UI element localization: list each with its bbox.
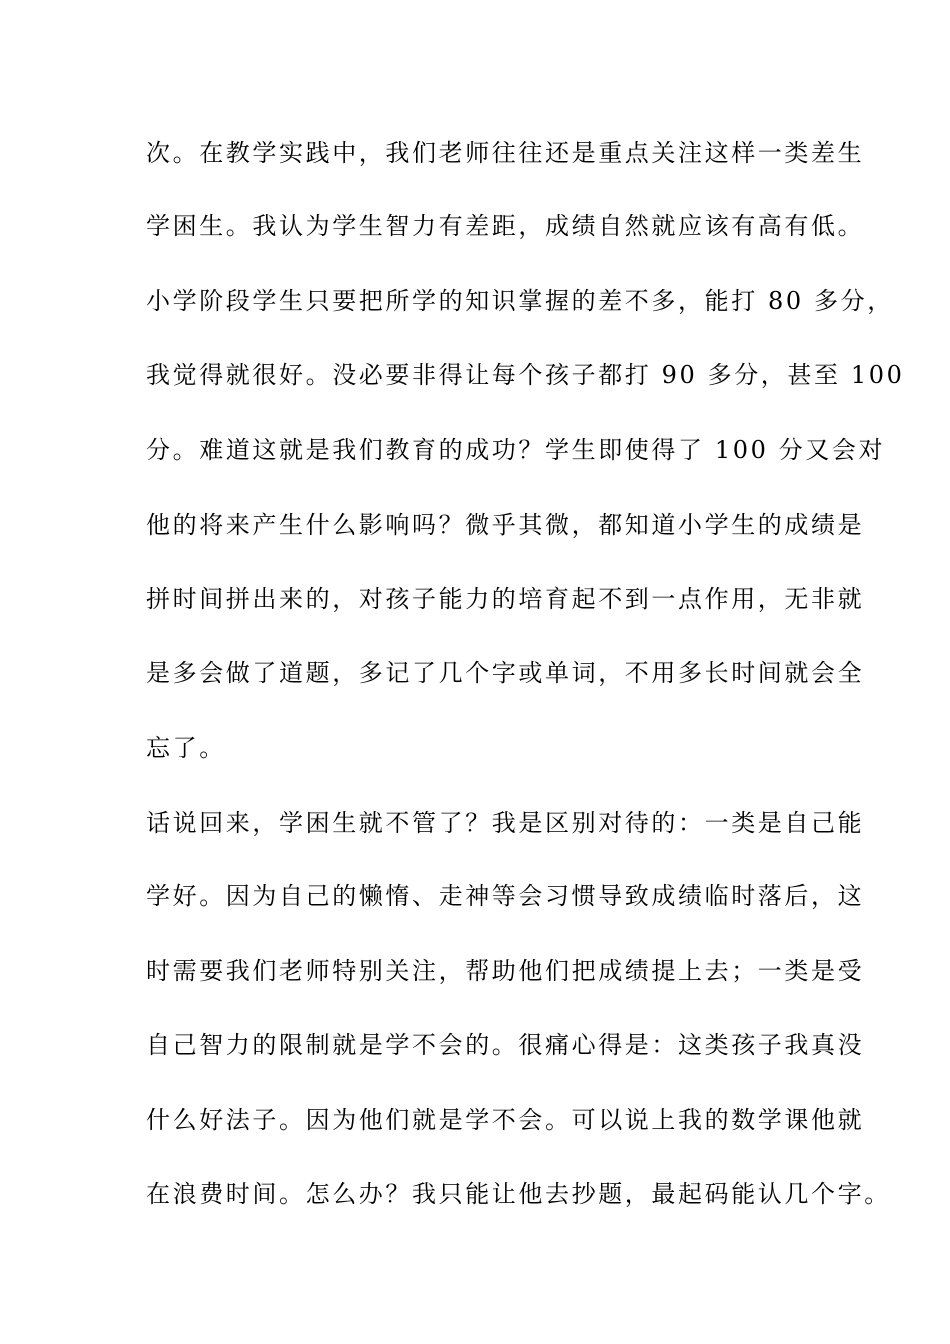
text-line: 他的将来产生什么影响吗？微乎其微，都知道小学生的成绩是	[146, 511, 865, 539]
text-line: 学困生。我认为学生智力有差距，成绩自然就应该有高有低。	[146, 212, 865, 240]
text-line: 我觉得就很好。没必要非得让每个孩子都打 90 多分，甚至 100	[146, 361, 905, 389]
text-line: 分。难道这就是我们教育的成功？学生即使得了 100 分又会对	[146, 436, 886, 464]
text-line: 是多会做了道题，多记了几个字或单词，不用多长时间就会全	[146, 659, 865, 687]
text-line: 次。在教学实践中，我们老师往往还是重点关注这样一类差生	[146, 139, 865, 167]
text-line: 时需要我们老师特别关注，帮助他们把成绩提上去；一类是受	[146, 957, 865, 985]
text-line: 学好。因为自己的懒惰、走神等会习惯导致成绩临时落后，这	[146, 882, 865, 910]
text-line: 拼时间拼出来的，对孩子能力的培育起不到一点作用，无非就	[146, 585, 865, 613]
text-line: 自己智力的限制就是学不会的。很痛心得是：这类孩子我真没	[146, 1031, 865, 1059]
text-line: 在浪费时间。怎么办？我只能让他去抄题，最起码能认几个字。	[146, 1180, 891, 1208]
text-line: 小学阶段学生只要把所学的知识掌握的差不多，能打 80 多分，	[146, 287, 894, 315]
text-line: 话说回来，学困生就不管了？我是区别对待的：一类是自己能	[146, 809, 865, 837]
text-line: 忘了。	[146, 734, 226, 762]
text-line: 什么好法子。因为他们就是学不会。可以说上我的数学课他就	[146, 1106, 865, 1134]
